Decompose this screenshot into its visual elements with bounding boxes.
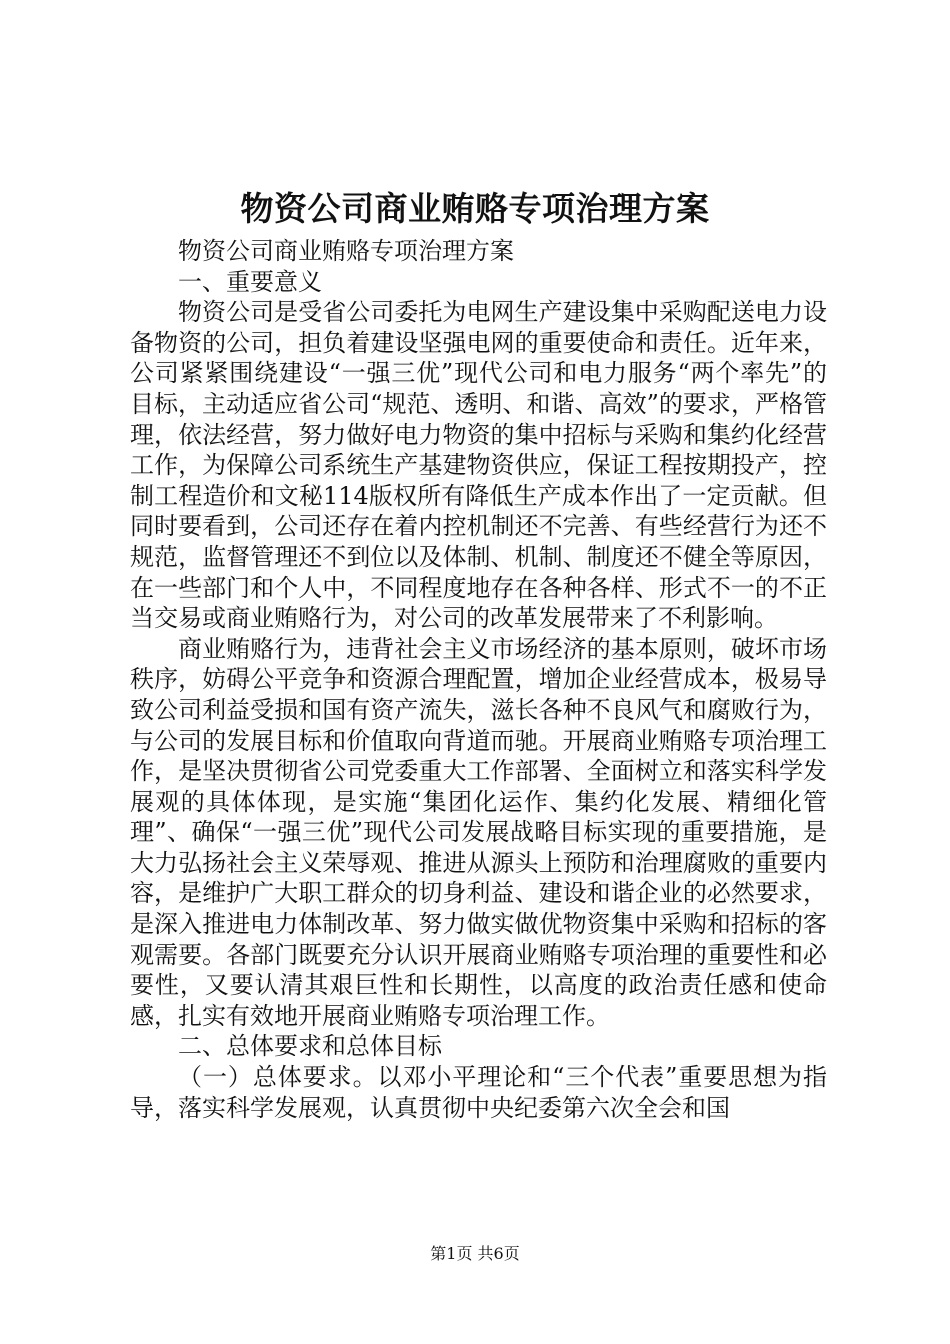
section-heading: 一、重要意义	[178, 267, 322, 296]
section-heading: 二、总体要求和总体目标	[178, 1032, 442, 1061]
body-paragraph: 物资公司商业贿赂专项治理方案	[178, 237, 514, 265]
page-footer: 第1页 共6页	[430, 1244, 520, 1263]
body-paragraph: 商业贿赂行为，违背社会主义市场经济的基本原则，破坏市场秩序，妨碍公平竞争和资源合理配置，增加企业经营成本，极易导致公司利益受损和国有资产流失，滋长各种不良风气和腐败行为，与公司的发展目标和价值取向背道而驰。开展商业贿赂专项治理工作，是坚决贯彻省公司党委重大工作部署、全面树立和落实科学发展观的具体体现，是实施“集团化运作、集约化发展、精细化管理”、确保“一强三优”现代公司发展战略目标实现的重要措施，是大力弘扬社会主义荣辱观、推进从源头上预防和治理腐败的重要内容，是维护广大职工群众的切身利益、建设和谐企业的必然要求，是深入推进电力体制改革、努力做实做优物资集中采购和招标的客观需要。各部门既要充分认识开展商业贿赂专项治理的重要性和必要性，又要认清其艰巨性和长期性，以高度的政治责任感和使命感，扎实有效地开展商业贿赂专项治理工作。	[130, 634, 827, 1030]
body-paragraph: 物资公司是受省公司委托为电网生产建设集中采购配送电力设备物资的公司，担负着建设坚强电网的重要使命和责任。近年来，公司紧紧围绕建设“一强三优”现代公司和电力服务“两个率先”的目标，主动适应省公司“规范、透明、和谐、高效”的要求，严格管理，依法经营，努力做好电力物资的集中招标与采购和集约化经营工作，为保障公司系统生产基建物资供应，保证工程按期投产，控制工程造价和文秘114版权所有降低生产成本作出了一定贡献。但同时要看到，公司还存在着内控机制还不完善、有些经营行为还不规范，监督管理还不到位以及体制、机制、制度还不健全等原因，在一些部门和个人中，不同程度地存在各种各样、形式不一的不正当交易或商业贿赂行为，对公司的改革发展带来了不利影响。	[130, 298, 827, 633]
document-title: 物资公司商业贿赂专项治理方案	[240, 189, 710, 228]
document-body	[130, 236, 827, 1123]
body-paragraph: （一）总体要求。以邓小平理论和“三个代表”重要思想为指导，落实科学发展观，认真贯彻中央纪委第六次全会和国	[130, 1063, 827, 1122]
